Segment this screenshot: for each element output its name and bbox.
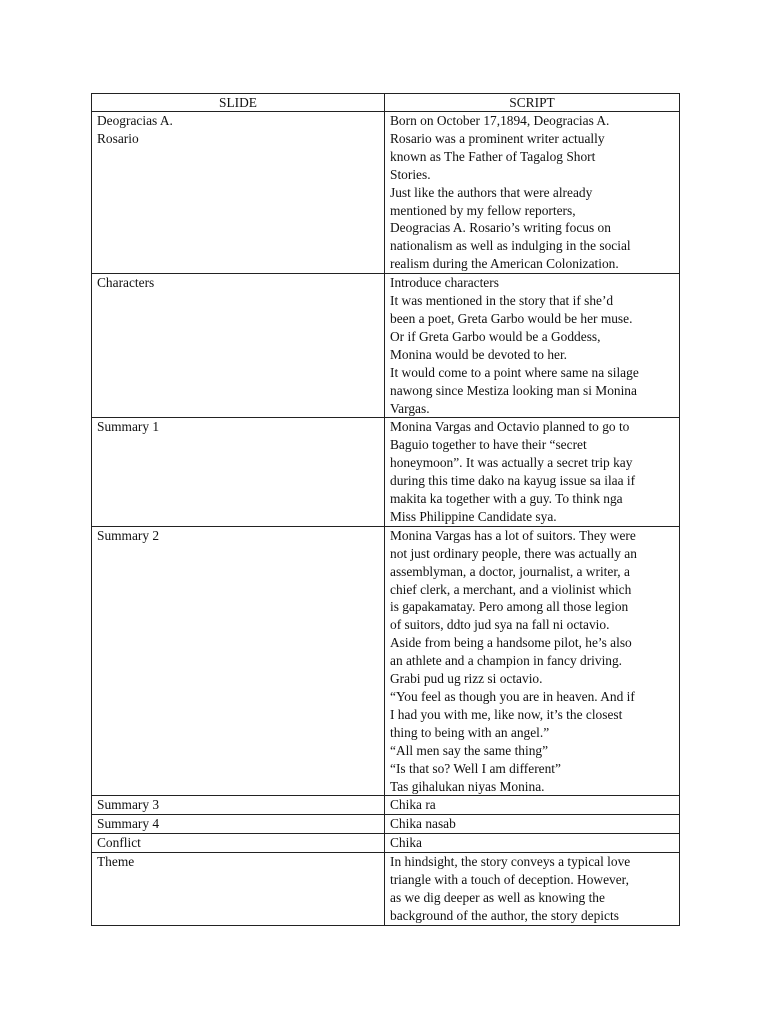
script-cell [385, 112, 680, 274]
slide-cell [92, 796, 385, 815]
script-text-line: Chika ra [390, 797, 436, 813]
script-text-line: nationalism as well as indulging in the social [390, 238, 631, 254]
slide-cell [92, 526, 385, 796]
script-text-line: Or if Greta Garbo would be a Goddess, [390, 328, 601, 344]
script-text-line: realism during the American Colonization. [390, 256, 619, 272]
script-text-line: Baguio together to have their “secret [390, 437, 587, 453]
script-text-line: “You feel as though you are in heaven. And if [390, 689, 635, 704]
script-text-line: as we dig deeper as well as knowing the [390, 889, 605, 905]
script-cell [385, 526, 680, 796]
script-text-line: It was mentioned in the story that if she’d [390, 293, 614, 309]
script-text-line: Miss Philippine Candidate sya. [390, 508, 557, 524]
slide-text-line: Rosario [97, 130, 139, 146]
script-text-line: Deogracias A. Rosario’s writing focus on [390, 220, 611, 236]
slide-column-header: SLIDE [92, 94, 385, 112]
script-text-line: Born on October 17,1894, Deogracias A. [390, 113, 610, 128]
script-cell [385, 274, 680, 418]
script-text-line: In hindsight, the story conveys a typical love [390, 854, 631, 870]
script-text-line: Introduce characters [390, 275, 499, 291]
script-text-line: mentioned by my fellow reporters, [390, 202, 576, 218]
table-row [92, 815, 680, 834]
slide-text-line: Summary 2 [97, 527, 160, 543]
script-column-header: SCRIPT [385, 94, 680, 112]
script-text-line: known as The Father of Tagalog Short [390, 148, 596, 164]
script-text-line: Rosario was a prominent writer actually [390, 130, 605, 146]
slide-cell [92, 274, 385, 418]
table-row [92, 834, 680, 853]
script-text-line: Vargas. [390, 400, 430, 416]
slide-cell [92, 815, 385, 834]
script-text-line: Monina Vargas has a lot of suitors. They were [390, 527, 636, 543]
script-text-line: an athlete and a champion in fancy driving. [390, 653, 623, 669]
slide-cell [92, 834, 385, 853]
table-header-row [92, 94, 680, 112]
slide-text-line: Characters [97, 275, 155, 291]
script-text-line: Monina Vargas and Octavio planned to go to [390, 419, 630, 435]
script-text-line: triangle with a touch of deception. However, [390, 872, 629, 888]
script-text-line: Tas gihalukan niyas Monina. [390, 778, 545, 794]
script-cell [385, 418, 680, 526]
script-cell [385, 853, 680, 926]
script-text-line: Chika [390, 835, 422, 851]
script-text-line: Monina would be devoted to her. [390, 346, 568, 362]
script-text-line: nawong since Mestiza looking man si Monina [390, 382, 637, 398]
script-cell [385, 796, 680, 815]
table-row [92, 796, 680, 815]
script-cell [385, 834, 680, 853]
slide-script-table [91, 93, 680, 926]
script-text-line: “Is that so? Well I am different” [390, 760, 561, 776]
script-text-line: It would come to a point where same na silage [390, 364, 639, 380]
slide-cell [92, 112, 385, 274]
slide-text-line: Summary 1 [97, 419, 160, 435]
script-text-line: assemblyman, a doctor, journalist, a writer, a [390, 563, 630, 579]
script-text-line: honeymoon”. It was actually a secret trip kay [390, 455, 633, 471]
script-text-line: background of the author, the story depicts [390, 907, 619, 923]
script-text-line: Just like the authors that were already [390, 184, 593, 200]
script-text-line: of suitors, ddto jud sya na fall ni octavio. [390, 617, 610, 633]
script-text-line: I had you with me, like now, it’s the closest [390, 706, 623, 722]
table-row [92, 274, 680, 418]
script-text-line: is gapakamatay. Pero among all those legion [390, 599, 629, 615]
slide-text-line: Theme [97, 854, 135, 870]
table-row [92, 112, 680, 274]
script-text-line: during this time dako na kayug issue sa ilaa if [390, 473, 636, 489]
slide-text-line: Summary 4 [97, 816, 160, 832]
script-text-line: been a poet, Greta Garbo would be her muse. [390, 310, 633, 326]
script-text-line: Chika nasab [390, 816, 456, 832]
script-text-line: chief clerk, a merchant, and a violinist which [390, 581, 632, 597]
script-text-line: Aside from being a handsome pilot, he’s also [390, 635, 632, 651]
script-text-line: not just ordinary people, there was actually an [390, 545, 637, 561]
script-cell [385, 815, 680, 834]
script-text-line: thing to being with an angel.” [390, 724, 550, 740]
table-row [92, 526, 680, 796]
table-row [92, 418, 680, 526]
table-body [92, 112, 680, 926]
script-text-line: Grabi pud ug rizz si octavio. [390, 671, 543, 687]
slide-text-line: Summary 3 [97, 797, 160, 813]
script-text-line: makita ka together with a guy. To think nga [390, 491, 623, 507]
script-text-line: “All men say the same thing” [390, 742, 549, 758]
table-row [92, 853, 680, 926]
slide-cell [92, 418, 385, 526]
slide-text-line: Conflict [97, 835, 141, 851]
script-text-line: Stories. [390, 166, 431, 182]
slide-text-line: Deogracias A. [97, 113, 173, 128]
slide-cell [92, 853, 385, 926]
